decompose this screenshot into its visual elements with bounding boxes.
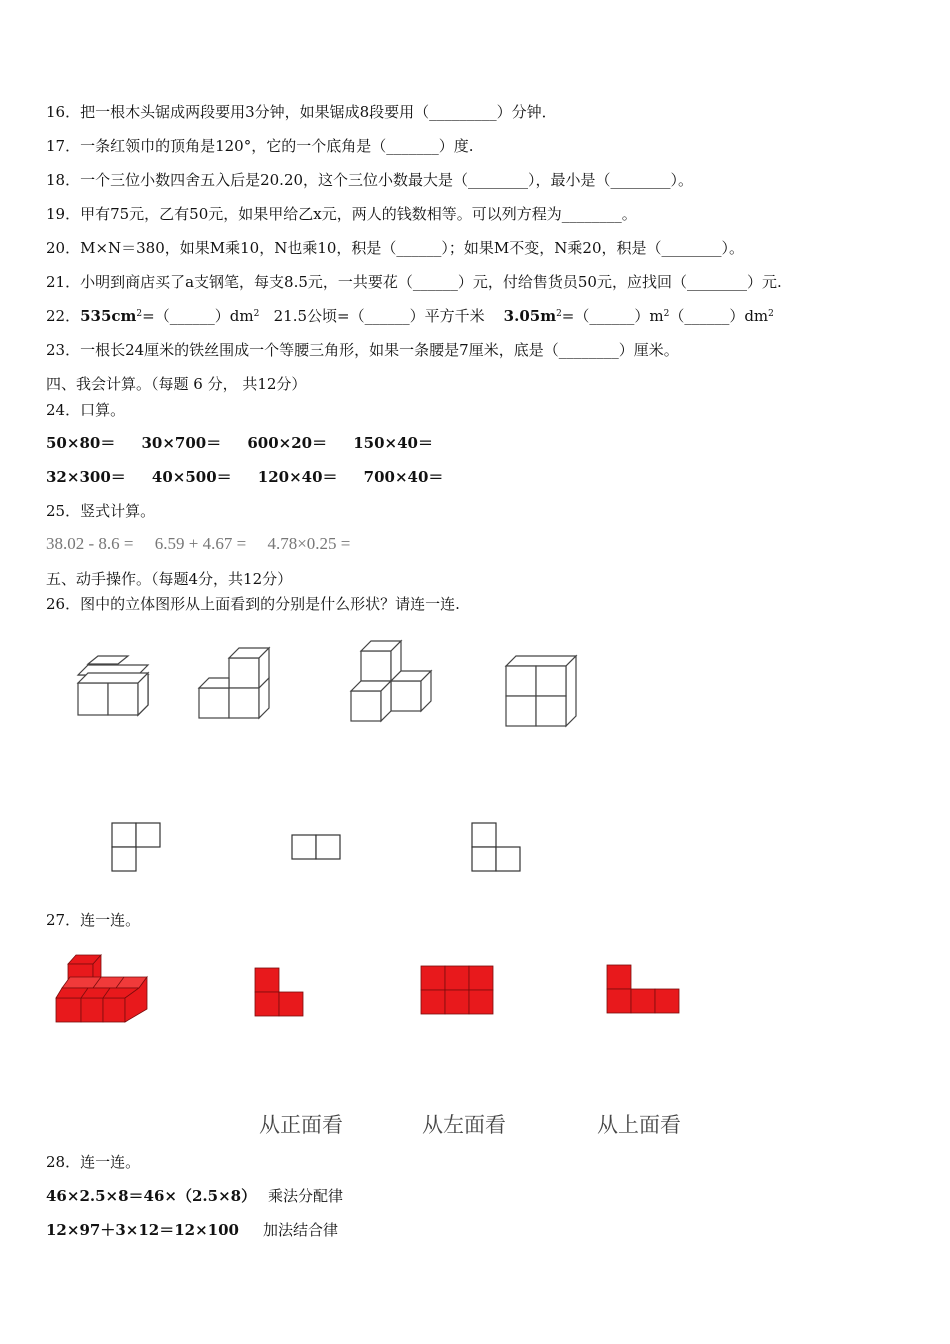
section-4-title: 四、我会计算。（每题 6 分， 共12分）: [46, 375, 307, 393]
oral-calc-item: 150×40＝: [353, 434, 433, 452]
oral-calc-item: 50×80＝: [46, 434, 116, 452]
question-18: 18．一个三位小数四舍五入后是20.20，这个三位小数最大是（________），最小是（________）。: [46, 171, 694, 189]
oral-calc-item: 32×300＝: [46, 468, 126, 486]
question-21: 21．小明到商店买了a支钢笔，每支8.5元，一共要花（______）元，付给售货员50元，应找回（________）元.: [46, 273, 782, 291]
oral-calc-item: 30×700＝: [141, 434, 222, 452]
question-23: 23．一根长24厘米的铁丝围成一个等腰三角形，如果一条腰是7厘米，底是（________）厘米。: [46, 341, 679, 359]
q22-part2: =（______）dm: [142, 307, 254, 325]
oral-calc-item: 40×500＝: [151, 468, 232, 486]
q22-part6-sup: 2: [768, 309, 774, 319]
q22-part5-sup: 2: [663, 309, 670, 319]
q28-expression-1: 46×2.5×8＝46×（2.5×8）: [46, 1187, 257, 1205]
q22-prefix: 22．: [46, 307, 81, 325]
vertical-calc-item: 38.02 - 8.6 =: [46, 534, 134, 553]
q22-part4: 3.05m: [503, 307, 557, 325]
q22-part3: 21.5公顷=（______）平方千米: [273, 307, 485, 325]
q22-part2-sup: 2: [253, 309, 260, 319]
view-label-front: 从正面看: [259, 1113, 343, 1137]
oral-calc-item: 120×40＝: [257, 468, 338, 486]
q22-part1: 535cm: [80, 307, 137, 325]
oral-calc-item: 700×40＝: [363, 468, 444, 486]
question-20: 20．M×N＝380，如果M乘10，N也乘10，积是（______）；如果M不变，N乘20，积是（________）。: [46, 239, 745, 257]
q22-part5: =（______）m: [561, 307, 664, 325]
question-26-title: 26．图中的立体图形从上面看到的分别是什么形状？请连一连.: [46, 595, 460, 613]
question-19: 19．甲有75元，乙有50元，如果甲给乙x元，两人的钱数相等。可以列方程为________。: [46, 205, 637, 223]
question-28-title: 28．连一连。: [46, 1153, 141, 1171]
vertical-calc-item: 4.78×0.25 =: [267, 534, 351, 553]
q22-part6: （______）dm: [669, 307, 769, 325]
question-25-title: 25．竖式计算。: [46, 502, 156, 520]
vertical-calc-item: 6.59 + 4.67 =: [154, 534, 247, 553]
q28-law-2: 加法结合律: [263, 1221, 339, 1239]
q22-part4-sup: 2: [556, 309, 562, 319]
oral-calc-item: 600×20＝: [247, 434, 328, 452]
question-27-title: 27．连一连。: [46, 911, 141, 929]
question-24-title: 24．口算。: [46, 401, 126, 419]
question-17: 17．一条红领巾的顶角是120°，它的一个底角是（_______）度.: [46, 137, 474, 155]
question-16: 16．把一根木头锯成两段要用3分钟，如果锯成8段要用（_________）分钟．: [46, 103, 557, 121]
q28-expression-2: 12×97＋3×12＝12×100: [46, 1221, 239, 1239]
view-label-top: 从上面看: [597, 1113, 681, 1137]
q22-part1-sup: 2: [136, 309, 143, 319]
section-5-title: 五、动手操作。（每题4分，共12分）: [46, 570, 293, 588]
q28-law-1: 乘法分配律: [268, 1187, 344, 1205]
view-label-left: 从左面看: [422, 1113, 506, 1137]
